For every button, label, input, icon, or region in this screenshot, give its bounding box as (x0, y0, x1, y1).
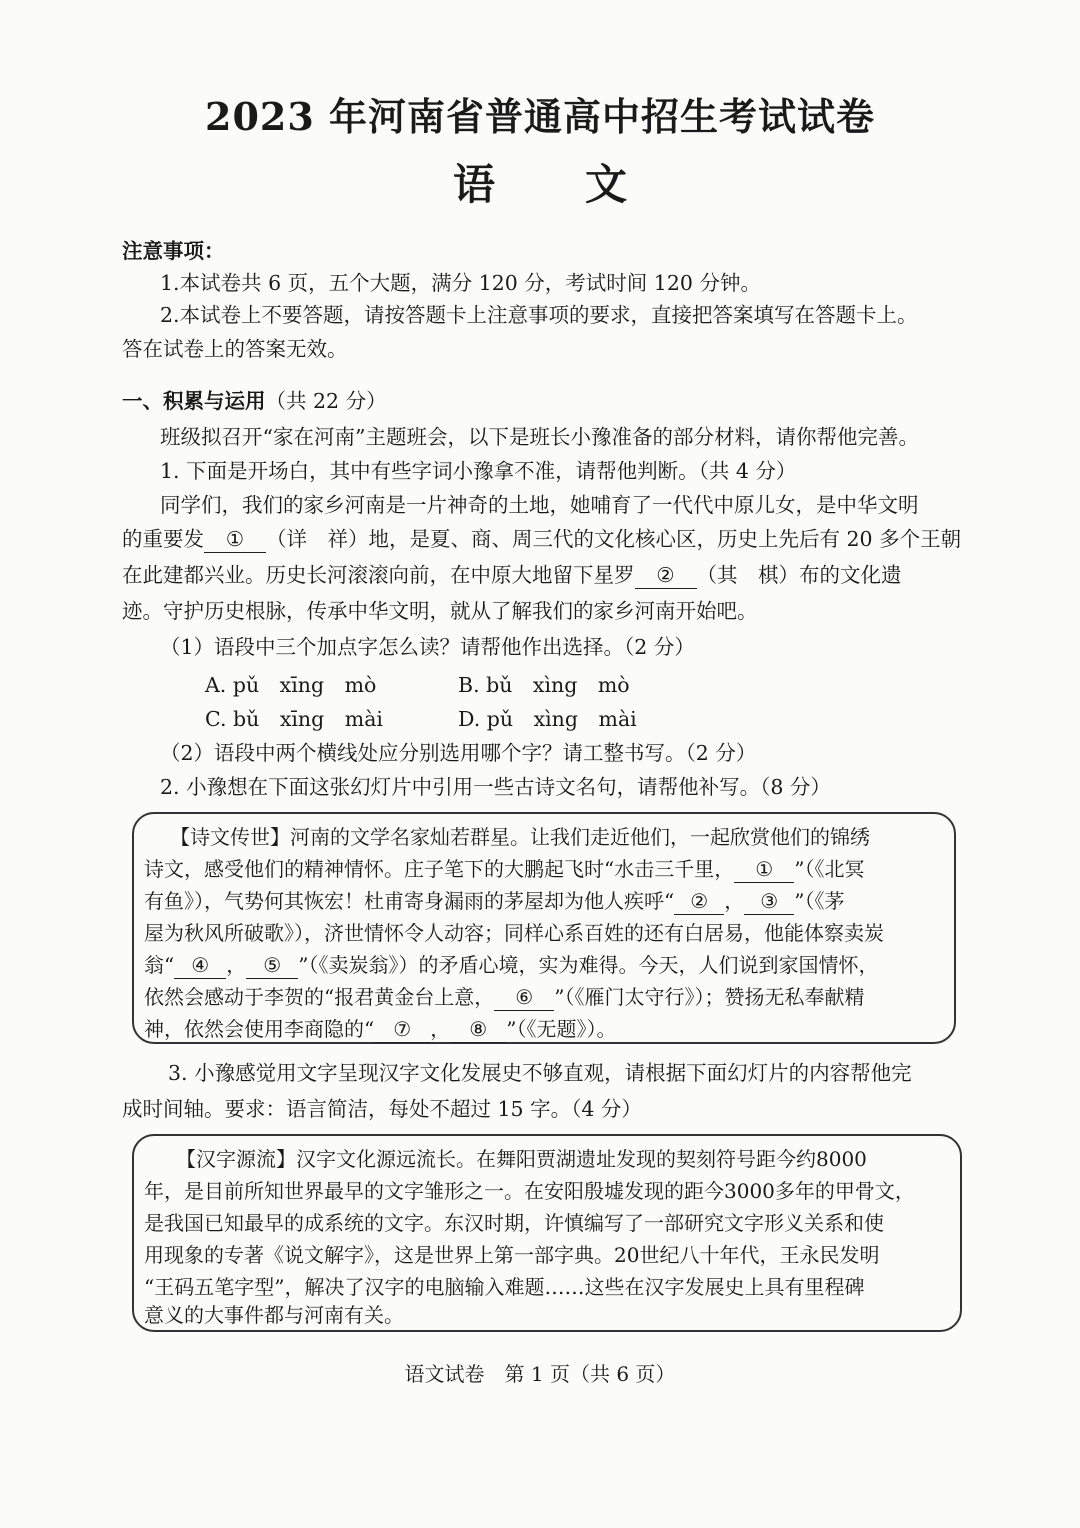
section-heading (122, 386, 387, 416)
slide-line-3: 是我国已知最早的成系统的文字。东汉时期，许慎编写了一部研究文字形义关系和使 (144, 1211, 884, 1235)
q1-sub-1: （1）语段中三个加点字怎么读？请帮他作出选择。（2 分） (160, 635, 695, 659)
slide-line-5: “王码五笔字型”，解决了汉字的电脑输入难题……这些在汉字发展史上具有里程碑 (144, 1275, 865, 1299)
slide-line-4: 用现象的专著《说文解字》，这是世界上第一部字典。20世纪八十年代，王永民发明 (144, 1243, 880, 1267)
slide-line-2 (144, 854, 864, 884)
q1-stem: 1. 下面是开场白，其中有些字词小豫拿不准，请帮他判断。（共 4 分） (160, 459, 797, 483)
q1-passage-line-1: 同学们，我们的家乡河南是一片神奇的土地，她哺育了一代代中原儿女，是中华文明 (160, 493, 919, 517)
blank-5: ⑤ (246, 952, 298, 979)
passage-text: 在此建都兴业。历史长河滚滚向前，在中原大地留下星罗 (122, 563, 635, 587)
slide-line-3: 有鱼》），气势何其恢宏！杜甫寄身漏雨的茅屋却为他人疾呼“ ② ， ③ ”（《茅 (144, 889, 845, 913)
poetry-slide-box (132, 812, 956, 1044)
passage-text: 的重要发 (122, 527, 204, 551)
slide-text: ”（《卖炭翁》）的矛盾心境，实为难得。今天，人们说到家国情怀， (298, 953, 879, 977)
blank-8: ⑧ (450, 1016, 506, 1043)
blank-1: ① (204, 526, 266, 553)
slide-text: 诗文，感受他们的精神情怀。庄子笔下的大鹏起飞时“水击三千里， (144, 857, 735, 881)
notice-item-1: 1.本试卷共 6 页，五个大题，满分 120 分，考试时间 120 分钟。 (160, 271, 761, 295)
option-d: D. pǔ xìng mài (458, 707, 637, 731)
slide-text: 神，依然会使用李商隐的“ (144, 1017, 375, 1041)
q2-stem: 2. 小豫想在下面这张幻灯片中引用一些古诗文名句，请帮他补写。（8 分） (160, 775, 831, 799)
q3-stem-line-2: 成时间轴。要求：语言简洁，每处不超过 15 字。（4 分） (122, 1097, 642, 1121)
slide-line-5: 翁“ ④ ， ⑤ ”（《卖炭翁》）的矛盾心境，实为难得。今天，人们说到家国情怀， (144, 953, 879, 977)
page-footer: 语文试卷 第 1 页（共 6 页） (404, 1362, 676, 1386)
notice-item-2-cont: 答在试卷上的答案无效。 (122, 337, 348, 361)
slide-text: ”（《茅 (794, 889, 845, 913)
q1-passage-line-2 (122, 524, 961, 554)
section-score: （共 22 分） (265, 389, 387, 413)
slide-line-1: 【汉字源流】汉字文化源远流长。在舞阳贾湖遗址发现的契刻符号距今约8000 (176, 1147, 867, 1171)
option-c: C. bǔ xīng mài (205, 707, 383, 731)
slide-text: ”（《雁门太守行》）；赞扬无私奉献精 (554, 985, 865, 1009)
option-a: A. pǔ xīng mò (205, 673, 377, 697)
slide-text: ”（《北冥 (794, 857, 865, 881)
slide-line-7: 神，依然会使用李商隐的“ ⑦ ， ⑧ ”（《无题》）。 (144, 1017, 617, 1041)
slide-text: 有鱼》），气势何其恢宏！杜甫寄身漏雨的茅屋却为他人疾呼“ (144, 889, 675, 913)
q1-passage-line-3 (122, 560, 902, 590)
slide-line-6 (144, 982, 864, 1012)
blank-4: ④ (174, 952, 226, 979)
slide-line-1: 【诗文传世】河南的文学名家灿若群星。让我们走近他们，一起欣赏他们的锦绣 (170, 825, 870, 849)
section-intro: 班级拟召开“家在河南”主题班会，以下是班长小豫准备的部分材料，请你帮他完善。 (160, 425, 919, 449)
passage-text: （详 祥）地，是夏、商、周三代的文化核心区，历史上先后有 20 多个王朝 (266, 527, 962, 551)
q1-sub-2: （2）语段中两个横线处应分别选用哪个字？请工整书写。（2 分） (160, 741, 757, 765)
notice-item-2: 2.本试卷上不要答题，请按答题卡上注意事项的要求，直接把答案填写在答题卡上。 (160, 303, 918, 327)
slide-text: 翁“ (144, 953, 175, 977)
subject-title: 语文 (452, 160, 717, 209)
blank-2: ② (635, 562, 697, 589)
slide-line-6: 意义的大事件都与河南有关。 (144, 1303, 404, 1327)
slide-line-4: 屋为秋风所破歌》），济世情怀令人动容；同样心系百姓的还有白居易，他能体察卖炭 (144, 921, 884, 945)
hanzi-slide-box (132, 1134, 962, 1332)
blank-3: ③ (744, 888, 794, 915)
blank-7: ⑦ (374, 1016, 430, 1043)
slide-text: 依然会感动于李贺的“报君黄金台上意， (144, 985, 495, 1009)
blank-1: ① (734, 856, 794, 883)
q3-stem-line-1: 3. 小豫感觉用文字呈现汉字文化发展史不够直观，请根据下面幻灯片的内容帮他完 (168, 1061, 912, 1085)
option-b: B. bǔ xìng mò (458, 673, 630, 697)
blank-2: ② (674, 888, 724, 915)
slide-line-2: 年，是目前所知世界最早的文字雏形之一。在安阳殷墟发现的距今3000多年的甲骨文， (144, 1179, 915, 1203)
passage-text: （其 棋）布的文化遗 (696, 563, 902, 587)
q1-passage-line-4: 迹。守护历史根脉，传承中华文明，就从了解我们的家乡河南开始吧。 (122, 599, 758, 623)
exam-title: 2023 年河南省普通高中招生考试试卷 (205, 94, 875, 139)
notice-heading: 注意事项： (122, 239, 225, 263)
slide-text: ”（《无题》）。 (506, 1017, 617, 1041)
blank-6: ⑥ (494, 984, 554, 1011)
section-title: 一、积累与运用 (122, 389, 266, 413)
